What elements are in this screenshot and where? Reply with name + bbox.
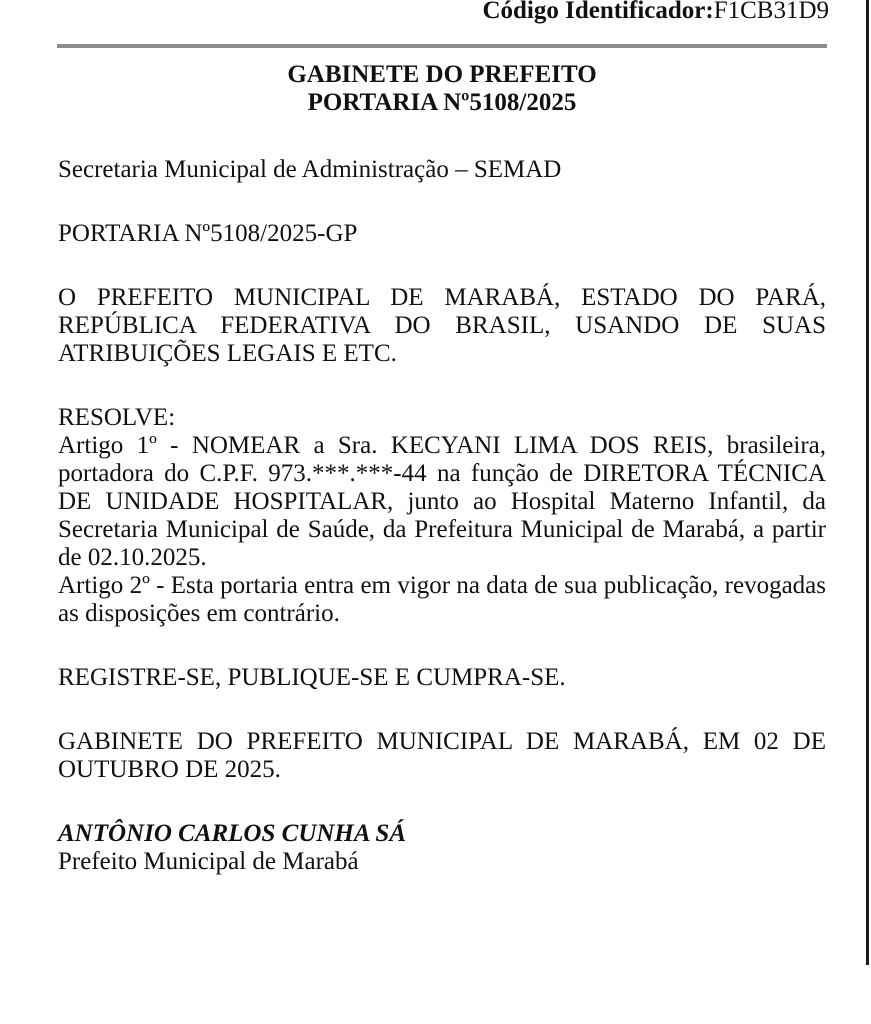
closing-formula: REGISTRE-SE, PUBLIQUE-SE E CUMPRA-SE. xyxy=(58,664,566,691)
resolve-label: RESOLVE: xyxy=(58,404,176,431)
document-title-office: GABINETE DO PREFEITO xyxy=(287,61,597,88)
identifier-code-value: F1CB31D9 xyxy=(713,0,829,24)
header-divider xyxy=(57,44,827,48)
preamble-paragraph: O PREFEITO MUNICIPAL DE MARABÁ, ESTADO DO PARÁ, REPÚBLICA FEDERATIVA DO BRASIL, USANDO DE SUAS ATRIBUIÇÕES LEGAIS E ETC. xyxy=(58,284,826,367)
identifier-code xyxy=(482,0,829,28)
signer-name: ANTÔNIO CARLOS CUNHA SÁ xyxy=(58,820,406,847)
place-date-line: GABINETE DO PREFEITO MUNICIPAL DE MARABÁ, EM 02 DE OUTUBRO DE 2025. xyxy=(58,728,826,783)
portaria-reference: PORTARIA Nº5108/2025-GP xyxy=(58,220,358,247)
article-2: Artigo 2º - Esta portaria entra em vigor na data de sua publicação, revogadas as disposições em contrário. xyxy=(58,572,826,627)
right-border-line xyxy=(866,0,869,965)
document-title-portaria: PORTARIA Nº5108/2025 xyxy=(307,89,577,116)
identifier-code-label: Código Identificador: xyxy=(482,0,714,24)
signer-role: Prefeito Municipal de Marabá xyxy=(58,848,359,875)
department-line: Secretaria Municipal de Administração – SEMAD xyxy=(58,156,562,183)
document-body xyxy=(58,61,826,876)
article-1: Artigo 1º - NOMEAR a Sra. KECYANI LIMA DOS REIS, brasileira, portadora do C.P.F. 973.***.***-44 na função de DIRETORA TÉCNICA DE UNIDADE HOSPITALAR, junto ao Hospital Materno Infantil, da Secretaria Municipal de Saúde, da Prefeitura Municipal de Marabá, a partir de 02.10.2025. xyxy=(58,432,826,571)
